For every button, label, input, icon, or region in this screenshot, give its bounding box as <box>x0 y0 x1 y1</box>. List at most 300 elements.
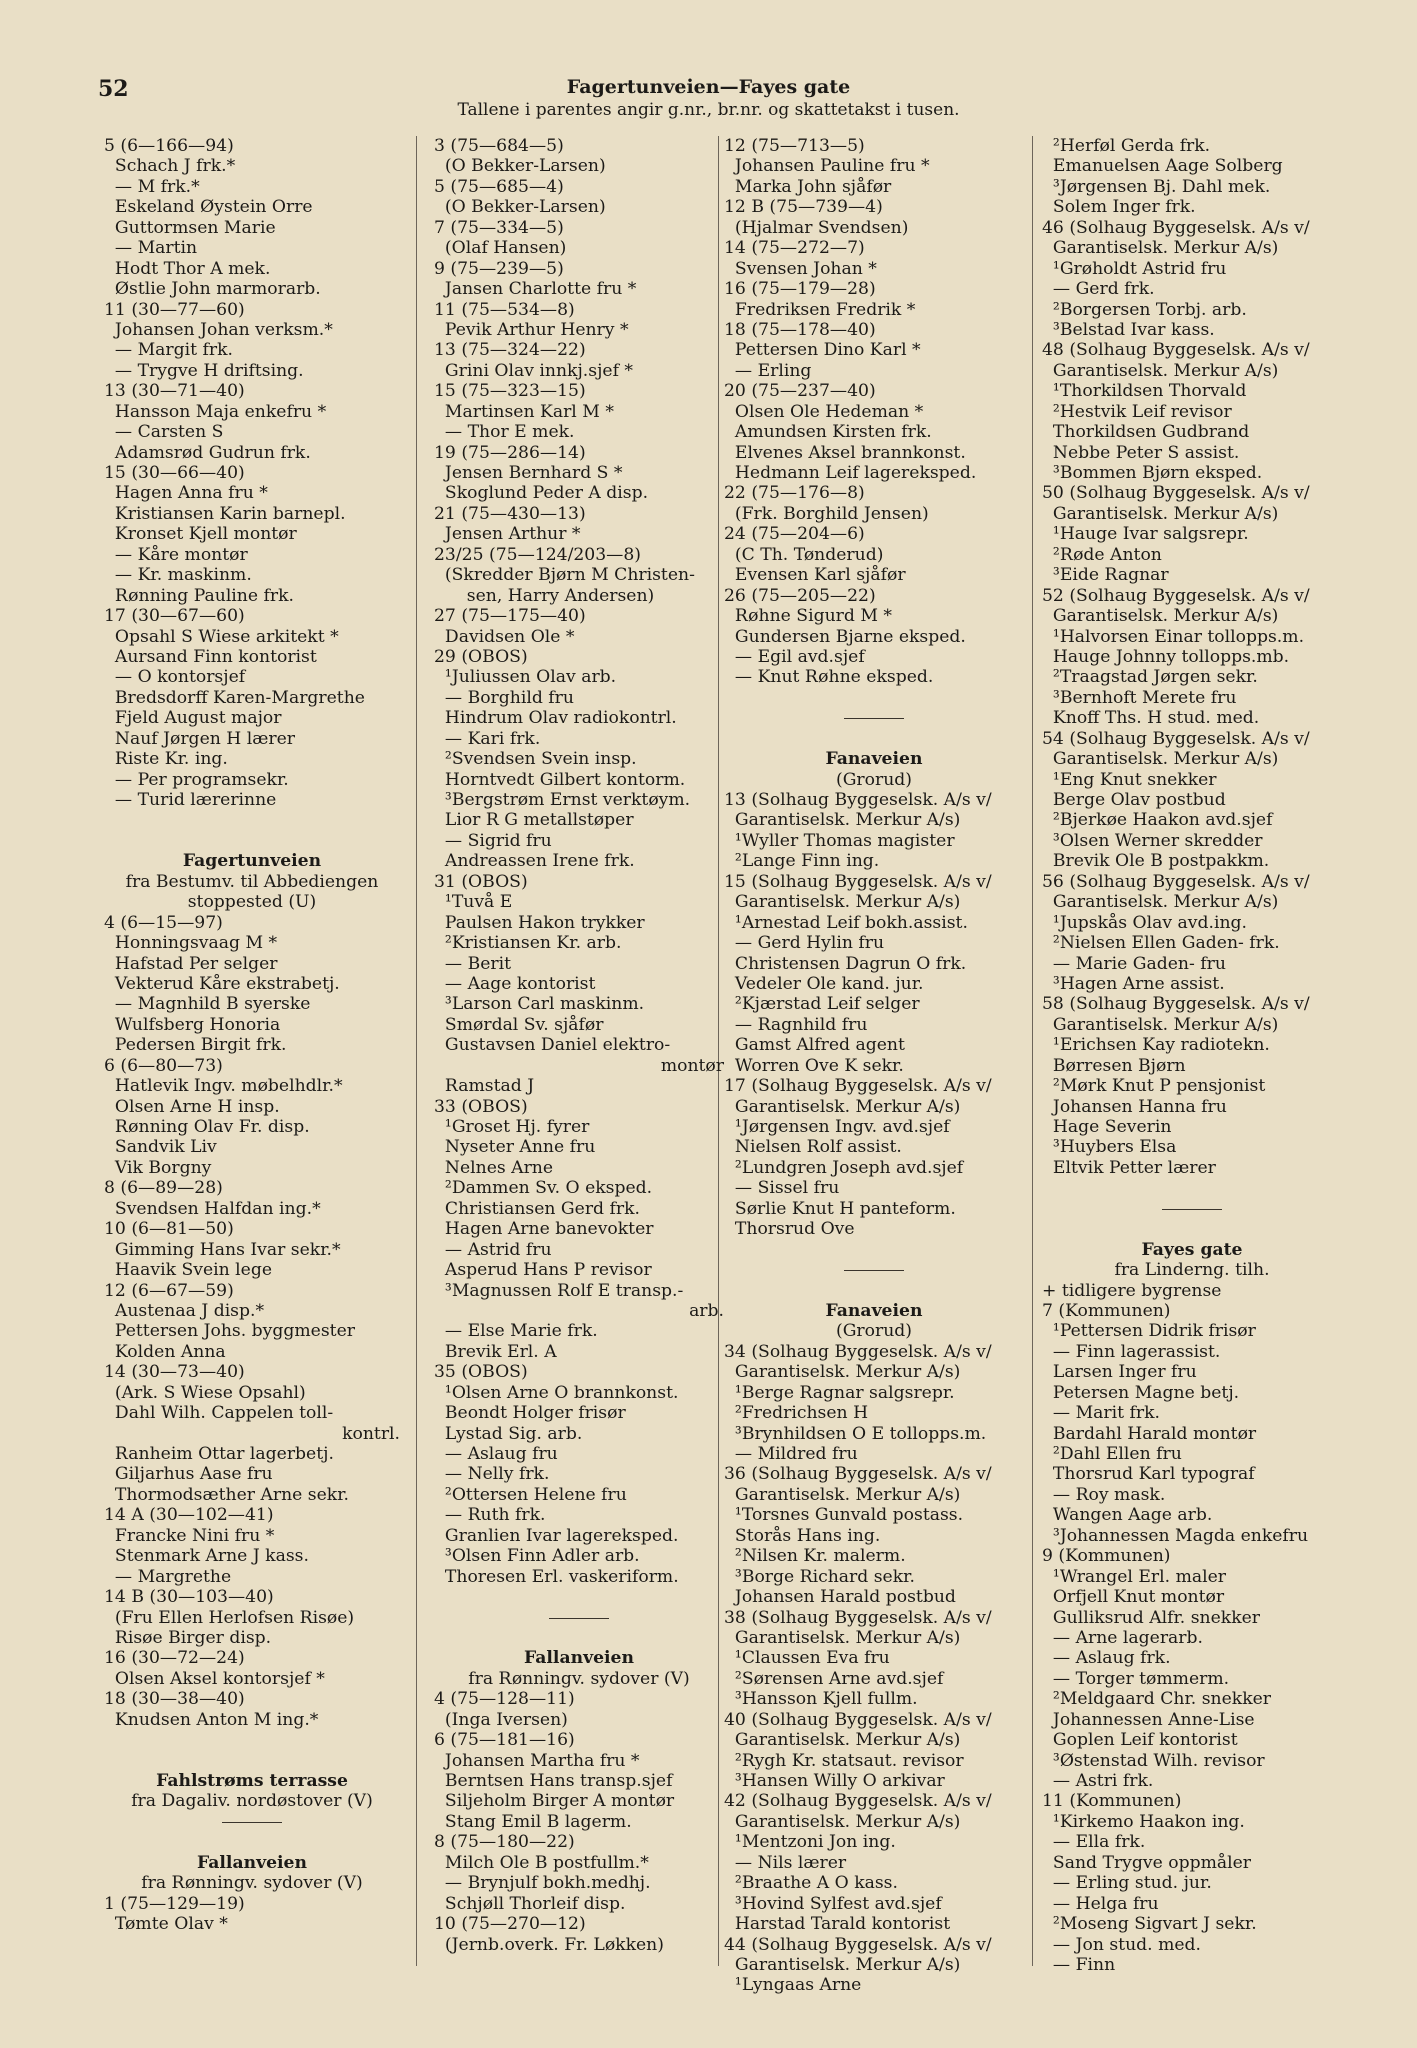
resident-entry: Olsen Arne H insp. <box>104 1096 280 1117</box>
resident-entry: Hedmann Leif lagereksped. <box>724 463 977 483</box>
street-heading: Fayes gate <box>1141 1239 1243 1260</box>
resident-entry: ¹Claussen Eva fru <box>724 1648 890 1669</box>
resident-entry: — Knut Røhne eksped. <box>724 667 934 688</box>
resident-entry: — Ragnhild fru <box>724 1014 868 1035</box>
address-entry: 14 (30—73—40) <box>104 1362 245 1383</box>
resident-entry: Garantiselsk. Merkur A/s) <box>724 892 961 913</box>
resident-entry: Dahl Wilh. Cappelen toll- <box>104 1403 334 1424</box>
address-entry: 14 (75—272—7) <box>724 238 865 259</box>
resident-entry: Evensen Karl sjåfør <box>724 565 906 586</box>
resident-entry: Vekterud Kåre ekstrabetj. <box>104 973 340 994</box>
address-entry: 20 (75—237—40) <box>724 381 876 402</box>
resident-entry: ²Lange Finn ing. <box>724 851 880 872</box>
resident-entry: ³Borge Richard sekr. <box>724 1566 915 1587</box>
resident-entry: Larsen Inger fru <box>1042 1362 1197 1383</box>
street-heading: Fallanveien <box>524 1648 634 1669</box>
resident-entry: Østlie John marmorarb. <box>104 279 321 300</box>
resident-entry: Olsen Ole Hedeman * <box>724 401 924 422</box>
resident-entry: ³Bommen Bjørn eksped. <box>1042 463 1263 483</box>
address-entry: 35 (OBOS) <box>434 1362 528 1383</box>
resident-entry: Kronset Kjell montør <box>104 524 297 545</box>
address-entry: 14 A (30—102—41) <box>104 1505 274 1526</box>
resident-entry: (O Bekker-Larsen) <box>434 197 606 218</box>
resident-entry: Hodt Thor A mek. <box>104 258 271 279</box>
column-2 <box>434 136 724 1955</box>
resident-entry: Haavik Svein lege <box>104 1260 273 1281</box>
section-separator <box>434 1608 724 1628</box>
resident-entry: Gamst Alfred agent <box>724 1035 905 1056</box>
address-entry: 18 (75—178—40) <box>724 319 876 340</box>
resident-entry: Nelnes Arne <box>434 1157 554 1178</box>
resident-entry: Gimming Hans Ivar sekr.* <box>104 1239 341 1260</box>
resident-entry: Lior R G metallstøper <box>434 810 634 831</box>
resident-entry: ¹Lyngaas Arne <box>724 1975 862 1996</box>
resident-entry: Adamsrød Gudrun frk. <box>104 442 311 463</box>
resident-entry: (C Th. Tønderud) <box>724 544 884 565</box>
resident-entry: — O kontorsjef <box>104 667 246 688</box>
resident-entry: — Else Marie frk. <box>434 1321 598 1342</box>
resident-entry: Johansen Hanna fru <box>1042 1096 1227 1117</box>
resident-entry: ¹Olsen Arne O brannkonst. <box>434 1382 679 1403</box>
resident-entry: — Roy mask. <box>1042 1484 1166 1505</box>
resident-entry: Vik Borgny <box>104 1157 212 1178</box>
address-entry: 12 B (75—739—4) <box>724 197 883 218</box>
resident-entry: Thorsrud Karl typograf <box>1042 1464 1255 1485</box>
resident-entry: Thoresen Erl. vaskeriform. <box>434 1566 679 1587</box>
resident-entry: — Mildred fru <box>724 1444 858 1464</box>
address-entry: 15 (30—66—40) <box>104 463 245 483</box>
resident-entry: Guttormsen Marie <box>104 217 276 238</box>
resident-entry: ²Herføl Gerda frk. <box>1042 136 1211 156</box>
resident-entry: ¹Arnestad Leif bokh.assist. <box>724 912 968 933</box>
resident-entry: Eltvik Petter lærer <box>1042 1157 1216 1178</box>
resident-entry: ¹Thorkildsen Thorvald <box>1042 381 1247 402</box>
resident-entry: — Kari frk. <box>434 728 541 749</box>
resident-entry: Hindrum Olav radiokontrl. <box>434 708 677 729</box>
address-entry: 17 (Solhaug Byggeselsk. A/s v/ <box>724 1076 992 1097</box>
address-entry: 15 (Solhaug Byggeselsk. A/s v/ <box>724 871 992 892</box>
resident-entry: ²Kjærstad Leif selger <box>724 994 920 1015</box>
resident-entry: Francke Nini fru * <box>104 1525 275 1546</box>
resident-entry: ¹Hauge Ivar salgsrepr. <box>1042 524 1249 545</box>
resident-entry: — Trygve H driftsing. <box>104 360 304 381</box>
resident-entry: Granlien Ivar lagereksped. <box>434 1525 679 1546</box>
resident-entry: Hafstad Per selger <box>104 953 278 974</box>
resident-entry: ³Magnussen Rolf E transp.- <box>434 1280 684 1301</box>
resident-entry: Gundersen Bjarne eksped. <box>724 626 966 647</box>
resident-entry: — Carsten S <box>104 422 224 443</box>
resident-entry: ²Dammen Sv. O eksped. <box>434 1178 653 1199</box>
section-separator <box>724 708 1024 728</box>
resident-entry: Garantiselsk. Merkur A/s) <box>724 1811 961 1832</box>
spacer <box>434 1587 724 1607</box>
address-entry: 38 (Solhaug Byggeselsk. A/s v/ <box>724 1607 992 1628</box>
resident-entry: — Aage kontorist <box>434 973 596 994</box>
street-description: fra Rønningv. sydover (V) <box>468 1668 690 1689</box>
resident-entry: — Finn <box>1042 1954 1116 1975</box>
resident-entry: — Aslaug fru <box>434 1444 558 1464</box>
resident-entry: Hatlevik Ingv. møbelhdlr.* <box>104 1076 343 1097</box>
resident-entry: Svensen Johan * <box>724 258 877 279</box>
resident-entry: Garantiselsk. Merkur A/s) <box>1042 238 1279 259</box>
resident-entry: — Brynjulf bokh.medhj. <box>434 1873 651 1894</box>
resident-entry: ¹Wrangel Erl. maler <box>1042 1566 1226 1587</box>
address-entry: 7 (75—334—5) <box>434 217 564 238</box>
page-number: 52 <box>98 76 129 102</box>
address-entry: 44 (Solhaug Byggeselsk. A/s v/ <box>724 1934 992 1955</box>
resident-entry: (Olaf Hansen) <box>434 238 567 259</box>
spacer <box>104 810 400 830</box>
address-entry: 11 (30—77—60) <box>104 299 245 320</box>
resident-entry: — Ella frk. <box>1042 1832 1146 1853</box>
entry-continuation: kontrl. <box>342 1423 400 1444</box>
resident-entry: ²Lundgren Joseph avd.sjef <box>724 1157 964 1178</box>
resident-entry: — Martin <box>104 238 198 259</box>
address-entry: 34 (Solhaug Byggeselsk. A/s v/ <box>724 1341 992 1362</box>
resident-entry: Stenmark Arne J kass. <box>104 1546 309 1567</box>
resident-entry: Hagen Arne banevokter <box>434 1219 654 1240</box>
resident-entry: Pevik Arthur Henry * <box>434 319 629 340</box>
section-separator <box>724 1260 1024 1280</box>
resident-entry: Martinsen Karl M * <box>434 401 614 422</box>
resident-entry: Honningsvaag M * <box>104 933 278 954</box>
resident-entry: ²Braathe A O kass. <box>724 1873 898 1894</box>
address-entry: 27 (75—175—40) <box>434 606 586 627</box>
address-entry: 9 (75—239—5) <box>434 258 564 279</box>
resident-entry: ¹Wyller Thomas magister <box>724 830 955 851</box>
resident-entry: Hagen Anna fru * <box>104 483 268 504</box>
resident-entry: sen, Harry Andersen) <box>434 585 655 606</box>
resident-entry: Davidsen Ole * <box>434 626 575 647</box>
resident-entry: Tømte Olav * <box>104 1914 228 1935</box>
street-description: fra Rønningv. sydover (V) <box>141 1873 363 1894</box>
resident-entry: Lystad Sig. arb. <box>434 1423 583 1444</box>
resident-entry: Orfjell Knut montør <box>1042 1587 1225 1608</box>
address-entry: 46 (Solhaug Byggeselsk. A/s v/ <box>1042 217 1310 238</box>
page-title: Fagertunveien—Fayes gate <box>566 76 851 98</box>
resident-entry: Brevik Ole B postpakkm. <box>1042 851 1270 872</box>
address-entry: 1 (75—129—19) <box>104 1893 245 1914</box>
address-entry: 5 (75—685—4) <box>434 176 564 197</box>
resident-entry: Nielsen Rolf assist. <box>724 1137 902 1158</box>
resident-entry: ³Hansen Willy O arkivar <box>724 1771 945 1791</box>
resident-entry: Solem Inger frk. <box>1042 197 1196 218</box>
resident-entry: Risøe Birger disp. <box>104 1627 272 1648</box>
entry-continuation: arb. <box>689 1300 724 1321</box>
address-entry: 10 (6—81—50) <box>104 1219 234 1240</box>
resident-entry: Kristiansen Karin barnepl. <box>104 503 346 524</box>
resident-entry: Vedeler Ole kand. jur. <box>724 973 924 994</box>
resident-entry: + tidligere bygrense <box>1042 1280 1222 1301</box>
resident-entry: Goplen Leif kontorist <box>1042 1730 1238 1751</box>
resident-entry: ²Ottersen Helene fru <box>434 1484 627 1505</box>
resident-entry: Jansen Charlotte fru * <box>434 279 637 300</box>
resident-entry: — Helga fru <box>1042 1893 1159 1914</box>
resident-entry: — Torger tømmerm. <box>1042 1668 1230 1689</box>
spacer <box>724 688 1024 708</box>
spacer <box>434 1628 724 1648</box>
resident-entry: Schjøll Thorleif disp. <box>434 1893 626 1914</box>
address-entry: 11 (75—534—8) <box>434 299 575 320</box>
resident-entry: — Thor E mek. <box>434 422 575 443</box>
address-entry: 14 B (30—103—40) <box>104 1587 274 1608</box>
resident-entry: Nebbe Peter S assist. <box>1042 442 1240 463</box>
spacer <box>104 831 400 851</box>
resident-entry: ²Dahl Ellen fru <box>1042 1444 1182 1464</box>
resident-entry: Pedersen Birgit frk. <box>104 1035 287 1056</box>
resident-entry: (Frk. Borghild Jensen) <box>724 503 929 524</box>
resident-entry: Elvenes Aksel brannkonst. <box>724 442 966 463</box>
resident-entry: ³Belstad Ivar kass. <box>1042 319 1215 340</box>
address-entry: 48 (Solhaug Byggeselsk. A/s v/ <box>1042 340 1310 361</box>
resident-entry: Jensen Bernhard S * <box>434 463 623 483</box>
street-heading: Fahlstrøms terrasse <box>156 1771 348 1791</box>
address-entry: 8 (75—180—22) <box>434 1832 575 1853</box>
resident-entry: ³Huybers Elsa <box>1042 1137 1177 1158</box>
resident-entry: ²Nielsen Ellen Gaden- frk. <box>1042 933 1280 954</box>
resident-entry: Garantiselsk. Merkur A/s) <box>724 1362 961 1383</box>
address-entry: 23/25 (75—124/203—8) <box>434 544 641 565</box>
resident-entry: ¹Tuvå E <box>434 892 513 913</box>
resident-entry: — Erling <box>724 360 812 381</box>
address-entry: 19 (75—286—14) <box>434 442 586 463</box>
resident-entry: Gustavsen Daniel elektro- <box>434 1035 671 1056</box>
resident-entry: Milch Ole B postfullm.* <box>434 1852 649 1873</box>
address-entry: 5 (6—166—94) <box>104 136 234 156</box>
resident-entry: ¹Eng Knut snekker <box>1042 769 1217 790</box>
address-entry: 22 (75—176—8) <box>724 483 865 504</box>
column-divider <box>1032 136 1033 1966</box>
spacer <box>1042 1178 1342 1198</box>
resident-entry: ¹Mentzoni Jon ing. <box>724 1832 896 1853</box>
resident-entry: — Egil avd.sjef <box>724 646 865 667</box>
resident-entry: (Fru Ellen Herlofsen Risøe) <box>104 1607 355 1628</box>
resident-entry: Jensen Arthur * <box>434 524 581 545</box>
resident-entry: Nyseter Anne fru <box>434 1137 596 1158</box>
address-entry: 10 (75—270—12) <box>434 1914 586 1935</box>
resident-entry: ¹Berge Ragnar salgsrepr. <box>724 1382 955 1403</box>
address-entry: 18 (30—38—40) <box>104 1689 245 1710</box>
resident-entry: ¹Pettersen Didrik frisør <box>1042 1321 1256 1342</box>
resident-entry: Garantiselsk. Merkur A/s) <box>1042 606 1279 627</box>
resident-entry: Stang Emil B lagerm. <box>434 1811 632 1832</box>
column-1 <box>104 136 400 1935</box>
address-entry: 52 (Solhaug Byggeselsk. A/s v/ <box>1042 585 1310 606</box>
resident-entry: Aursand Finn kontorist <box>104 646 317 667</box>
resident-entry: Berntsen Hans transp.sjef <box>434 1771 673 1791</box>
resident-entry: Rønning Olav Fr. disp. <box>104 1117 310 1137</box>
address-entry: 40 (Solhaug Byggeselsk. A/s v/ <box>724 1709 992 1730</box>
resident-entry: Amundsen Kirsten frk. <box>724 422 932 443</box>
address-entry: 12 (6—67—59) <box>104 1280 234 1301</box>
resident-entry: Hage Severin <box>1042 1117 1172 1137</box>
address-entry: 42 (Solhaug Byggeselsk. A/s v/ <box>724 1791 992 1812</box>
resident-entry: ²Svendsen Svein insp. <box>434 749 637 770</box>
page-subtitle: Tallene i parentes angir g.nr., br.nr. og skattetakst i tusen. <box>457 100 960 120</box>
resident-entry: Johansen Martha fru * <box>434 1750 640 1771</box>
resident-entry: Garantiselsk. Merkur A/s) <box>1042 360 1279 381</box>
resident-entry: ¹Groset Hj. fyrer <box>434 1117 590 1137</box>
resident-entry: ²Hestvik Leif revisor <box>1042 401 1232 422</box>
resident-entry: — Margrethe <box>104 1566 232 1587</box>
resident-entry: — Turid lærerinne <box>104 790 277 810</box>
resident-entry: ¹Erichsen Kay radiotekn. <box>1042 1035 1270 1056</box>
address-entry: 13 (75—324—22) <box>434 340 586 361</box>
address-entry: 4 (6—15—97) <box>104 912 223 933</box>
address-entry: 21 (75—430—13) <box>434 503 586 524</box>
address-entry: 9 (Kommunen) <box>1042 1546 1171 1567</box>
resident-entry: ²Kristiansen Kr. arb. <box>434 933 622 954</box>
resident-entry: Garantiselsk. Merkur A/s) <box>724 1954 961 1975</box>
spacer <box>104 1832 400 1852</box>
spacer <box>104 1730 400 1750</box>
resident-entry: — Marie Gaden- fru <box>1042 953 1226 974</box>
resident-entry: Garantiselsk. Merkur A/s) <box>1042 749 1279 770</box>
resident-entry: ¹Torsnes Gunvald postass. <box>724 1505 964 1526</box>
resident-entry: Hauge Johnny tollopps.mb. <box>1042 646 1290 667</box>
street-heading: Fagertunveien <box>182 851 322 872</box>
resident-entry: Johannessen Anne-Lise <box>1042 1709 1255 1730</box>
resident-entry: Ramstad J <box>434 1076 535 1097</box>
resident-entry: Harstad Tarald kontorist <box>724 1914 951 1935</box>
resident-entry: Rønning Pauline frk. <box>104 585 294 606</box>
street-description: fra Bestumv. til Abbediengen <box>125 871 379 892</box>
spacer <box>1042 1219 1342 1239</box>
resident-entry: — Ruth frk. <box>434 1505 546 1526</box>
address-entry: 4 (75—128—11) <box>434 1689 575 1710</box>
address-entry: 7 (Kommunen) <box>1042 1300 1171 1321</box>
resident-entry: (Skredder Bjørn M Christen- <box>434 565 695 586</box>
resident-entry: Beondt Holger frisør <box>434 1403 626 1424</box>
resident-entry: — Nils lærer <box>724 1852 847 1873</box>
resident-entry: Gulliksrud Alfr. snekker <box>1042 1607 1261 1628</box>
section-separator <box>104 1812 400 1832</box>
resident-entry: Olsen Aksel kontorsjef * <box>104 1668 325 1689</box>
section-separator <box>1042 1199 1342 1219</box>
resident-entry: — Kr. maskinm. <box>104 565 252 586</box>
resident-entry: (Ark. S Wiese Opsahl) <box>104 1382 306 1403</box>
resident-entry: Sørlie Knut H panteform. <box>724 1198 956 1219</box>
resident-entry: ¹Halvorsen Einar tollopps.m. <box>1042 626 1305 647</box>
resident-entry: — Astri frk. <box>1042 1771 1154 1791</box>
resident-entry: Andreassen Irene frk. <box>434 851 635 872</box>
address-entry: 11 (Kommunen) <box>1042 1791 1182 1812</box>
resident-entry: Knoff Ths. H stud. med. <box>1042 708 1260 729</box>
resident-entry: ²Røde Anton <box>1042 544 1162 565</box>
spacer <box>724 1240 1024 1260</box>
address-entry: 17 (30—67—60) <box>104 606 245 627</box>
resident-entry: — Arne lagerarb. <box>1042 1627 1203 1648</box>
resident-entry: — Per programsekr. <box>104 769 289 790</box>
resident-entry: (Inga Iversen) <box>434 1709 568 1730</box>
address-entry: 12 (75—713—5) <box>724 136 865 156</box>
address-entry: 36 (Solhaug Byggeselsk. A/s v/ <box>724 1464 992 1485</box>
resident-entry: ²Fredrichsen H <box>724 1403 869 1424</box>
address-entry: 24 (75—204—6) <box>724 524 865 545</box>
resident-entry: — Magnhild B syerske <box>104 994 311 1015</box>
resident-entry: Svendsen Halfdan ing.* <box>104 1198 321 1219</box>
resident-entry: Thorsrud Ove <box>724 1219 855 1240</box>
column-3 <box>724 136 1024 1996</box>
resident-entry: Giljarhus Aase fru <box>104 1464 273 1485</box>
resident-entry: Emanuelsen Aage Solberg <box>1042 156 1283 177</box>
resident-entry: — Sigrid fru <box>434 830 552 851</box>
street-description: fra Linderng. tilh. <box>1114 1260 1270 1281</box>
entry-continuation: montør <box>660 1055 724 1076</box>
resident-entry: Asperud Hans P revisor <box>434 1260 652 1281</box>
address-entry: 16 (75—179—28) <box>724 279 876 300</box>
resident-entry: Ranheim Ottar lagerbetj. <box>104 1444 334 1464</box>
resident-entry: Worren Ove K sekr. <box>724 1055 904 1076</box>
resident-entry: — Gerd frk. <box>1042 279 1155 300</box>
street-description: fra Dagaliv. nordøstover (V) <box>131 1791 373 1812</box>
resident-entry: ¹Jørgensen Ingv. avd.sjef <box>724 1117 950 1137</box>
address-entry: 29 (OBOS) <box>434 646 528 667</box>
address-entry: 54 (Solhaug Byggeselsk. A/s v/ <box>1042 728 1310 749</box>
resident-entry: ³Hovind Sylfest avd.sjef <box>724 1893 942 1914</box>
resident-entry: ¹Grøholdt Astrid fru <box>1042 258 1227 279</box>
address-entry: 15 (75—323—15) <box>434 381 586 402</box>
resident-entry: Bardahl Harald montør <box>1042 1423 1257 1444</box>
resident-entry: ³Østenstad Wilh. revisor <box>1042 1750 1265 1771</box>
resident-entry: — Jon stud. med. <box>1042 1934 1202 1955</box>
spacer <box>724 1281 1024 1301</box>
resident-entry: (Hjalmar Svendsen) <box>724 217 909 238</box>
resident-entry: Thormodsæther Arne sekr. <box>104 1484 350 1505</box>
street-heading: Fanaveien <box>825 749 923 770</box>
resident-entry: Austenaa J disp.* <box>104 1300 265 1321</box>
resident-entry: Christiansen Gerd frk. <box>434 1198 640 1219</box>
resident-entry: Eskeland Øystein Orre <box>104 197 313 218</box>
resident-entry: ¹Kirkemo Haakon ing. <box>1042 1811 1245 1832</box>
resident-entry: Johansen Johan verksm.* <box>104 319 333 340</box>
resident-entry: Fredriksen Fredrik * <box>724 299 916 320</box>
column-4 <box>1042 136 1342 1975</box>
resident-entry: Skoglund Peder A disp. <box>434 483 649 504</box>
resident-entry: Schach J frk.* <box>104 156 236 177</box>
address-entry: 6 (6—80—73) <box>104 1055 223 1076</box>
resident-entry: — M frk.* <box>104 176 200 197</box>
resident-entry: Garantiselsk. Merkur A/s) <box>1042 1014 1279 1035</box>
address-entry: 16 (30—72—24) <box>104 1648 245 1669</box>
resident-entry: Garantiselsk. Merkur A/s) <box>724 1484 961 1505</box>
resident-entry: ¹Jupskås Olav avd.ing. <box>1042 912 1248 933</box>
street-description: (Grorud) <box>836 769 912 790</box>
resident-entry: ²Traagstad Jørgen sekr. <box>1042 667 1258 688</box>
address-entry: 8 (6—89—28) <box>104 1178 223 1199</box>
resident-entry: ³Larson Carl maskinm. <box>434 994 645 1015</box>
resident-entry: Hansson Maja enkefru * <box>104 401 327 422</box>
resident-entry: Smørdal Sv. sjåfør <box>434 1014 604 1035</box>
resident-entry: Siljeholm Birger A montør <box>434 1791 675 1812</box>
resident-entry: Garantiselsk. Merkur A/s) <box>724 1096 961 1117</box>
street-heading: Fallanveien <box>197 1852 307 1873</box>
resident-entry: — Sissel fru <box>724 1178 840 1199</box>
resident-entry: — Kåre montør <box>104 544 248 565</box>
address-entry: 3 (75—684—5) <box>434 136 564 156</box>
resident-entry: — Erling stud. jur. <box>1042 1873 1212 1894</box>
resident-entry: ³Bernhoft Merete fru <box>1042 687 1237 708</box>
resident-entry: ²Borgersen Torbj. arb. <box>1042 299 1247 320</box>
street-heading: Fanaveien <box>825 1300 923 1321</box>
resident-entry: ³Olsen Finn Adler arb. <box>434 1546 640 1567</box>
resident-entry: Sandvik Liv <box>104 1137 217 1158</box>
spacer <box>724 729 1024 749</box>
resident-entry: Thorkildsen Gudbrand <box>1042 422 1250 443</box>
resident-entry: — Astrid fru <box>434 1239 552 1260</box>
resident-entry: ²Rygh Kr. statsaut. revisor <box>724 1750 964 1771</box>
resident-entry: ²Mørk Knut P pensjonist <box>1042 1076 1266 1097</box>
